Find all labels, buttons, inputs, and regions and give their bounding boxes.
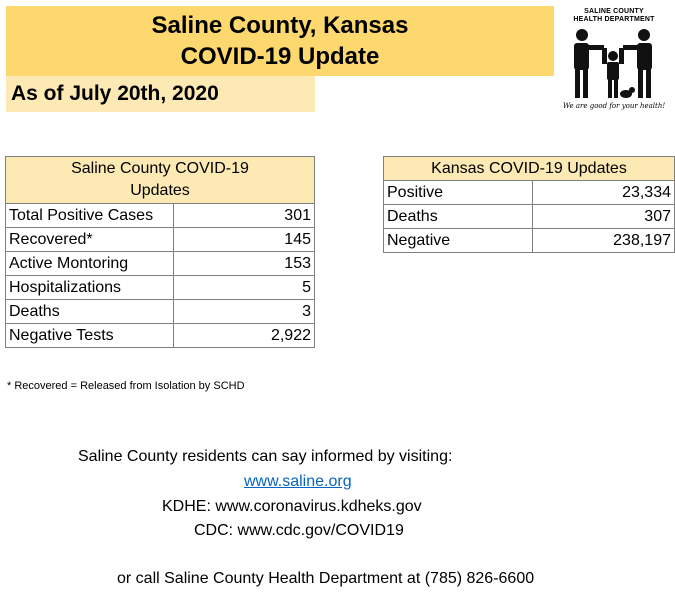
table-row xyxy=(6,228,315,252)
as-of-date: As of July 20th, 2020 xyxy=(11,82,219,105)
saline-table-header xyxy=(6,157,315,204)
table-row xyxy=(384,229,675,253)
table-row xyxy=(6,276,315,300)
family-figures-icon xyxy=(568,28,660,102)
logo-org-line2: HEALTH DEPARTMENT xyxy=(573,16,655,23)
row-value: 301 xyxy=(174,204,315,228)
row-value: 3 xyxy=(174,300,315,324)
table-row xyxy=(384,205,675,229)
row-value: 5 xyxy=(174,276,315,300)
page-subtitle: COVID-19 Update xyxy=(180,43,380,70)
row-value: 153 xyxy=(174,252,315,276)
row-label: Active Montoring xyxy=(6,252,174,276)
row-label: Deaths xyxy=(384,205,533,229)
saline-header-line1: Saline County COVID-19 xyxy=(71,160,249,177)
kdhe-info: KDHE: www.coronavirus.kdheks.gov xyxy=(162,498,422,515)
saline-county-updates-table xyxy=(5,156,315,348)
row-value: 307 xyxy=(533,205,675,229)
table-row xyxy=(6,300,315,324)
row-label: Negative xyxy=(384,229,533,253)
kansas-updates-table xyxy=(383,156,675,253)
kansas-table-header: Kansas COVID-19 Updates xyxy=(384,157,675,181)
logo-org-line1: SALINE COUNTY xyxy=(584,8,644,15)
recovered-footnote: * Recovered = Released from Isolation by SCHD xyxy=(7,380,245,392)
row-label: Negative Tests xyxy=(6,324,174,348)
row-label: Hospitalizations xyxy=(6,276,174,300)
cdc-info: CDC: www.cdc.gov/COVID19 xyxy=(194,522,404,539)
table-row xyxy=(6,252,315,276)
logo-org-name xyxy=(558,8,670,24)
phone-info: or call Saline County Health Department at (785) 826-6600 xyxy=(117,570,535,587)
row-value: 2,922 xyxy=(174,324,315,348)
row-label: Total Positive Cases xyxy=(6,204,174,228)
health-department-logo xyxy=(558,8,670,118)
date-banner xyxy=(6,76,315,112)
info-intro: Saline County residents can say informed by visiting: xyxy=(78,448,453,465)
row-value: 238,197 xyxy=(533,229,675,253)
saline-website-link[interactable]: www.saline.org xyxy=(244,473,352,490)
saline-header-line2: Updates xyxy=(130,182,190,199)
row-label: Positive xyxy=(384,181,533,205)
row-value: 145 xyxy=(174,228,315,252)
title-banner xyxy=(6,6,554,76)
row-label: Deaths xyxy=(6,300,174,324)
logo-tagline: We are good for your health! xyxy=(562,102,666,110)
row-label: Recovered* xyxy=(6,228,174,252)
table-row xyxy=(6,324,315,348)
table-row xyxy=(6,204,315,228)
row-value: 23,334 xyxy=(533,181,675,205)
page-title: Saline County, Kansas xyxy=(151,12,409,39)
table-row xyxy=(384,181,675,205)
